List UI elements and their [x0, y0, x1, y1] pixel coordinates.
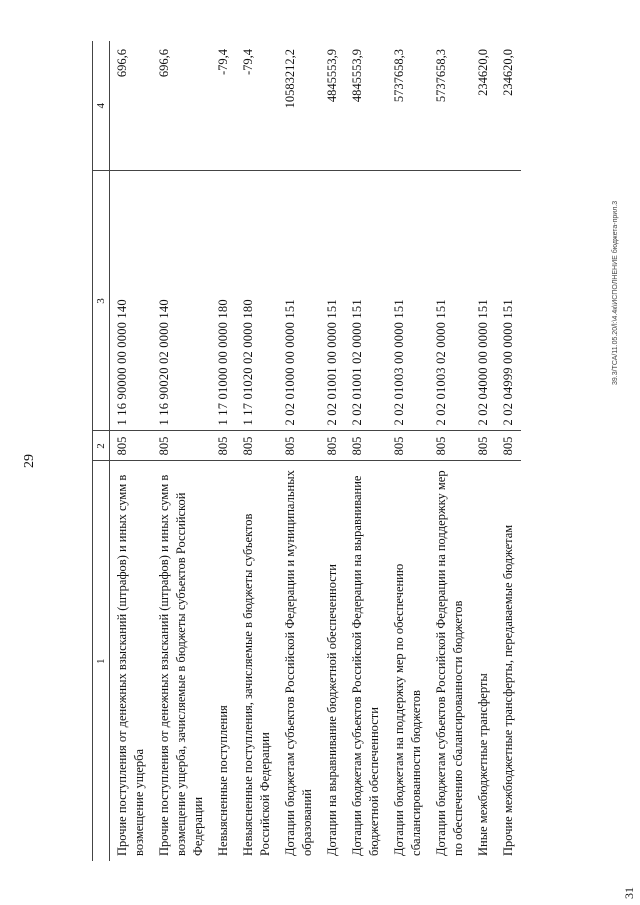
row-classification-code: 2 02 01001 02 0000 151 [345, 171, 387, 431]
table-row [496, 41, 521, 861]
row-name: Прочие межбюджетные трансферты, передаваемые бюджетам [496, 461, 521, 861]
table-row [345, 41, 387, 861]
table-row [110, 41, 153, 861]
row-amount: 10583212,2 [283, 49, 297, 109]
header-col-1: 1 [93, 461, 110, 861]
row-admin-code: 805 [471, 431, 496, 461]
row-admin-code: 805 [320, 431, 345, 461]
header-col-4: 4 [93, 41, 110, 171]
row-classification-code: 1 17 01000 00 0000 180 [211, 171, 236, 431]
row-name: Дотации бюджетам субъектов Российской Федерации на выравнивание бюджетной обеспеченности [345, 461, 387, 861]
row-classification-code: 2 02 01003 02 0000 151 [429, 171, 471, 431]
row-admin-code: 805 [110, 431, 153, 461]
table-row [471, 41, 496, 861]
row-classification-code: 1 17 01020 02 0000 180 [236, 171, 278, 431]
row-admin-code: 805 [429, 431, 471, 461]
row-admin-code: 805 [496, 431, 521, 461]
table-row [236, 41, 278, 861]
row-classification-code: 2 02 04999 00 0000 151 [496, 171, 521, 431]
table-row [211, 41, 236, 861]
row-name: Прочие поступления от денежных взысканий (штрафов) и иных сумм в возмещение ущерба, зачисляемые в бюджеты субъектов Российской Федерации [152, 461, 211, 861]
row-admin-code: 805 [345, 431, 387, 461]
row-classification-code: 2 02 01000 00 0000 151 [278, 171, 320, 431]
table-row [320, 41, 345, 861]
row-amount: 4845553,9 [325, 49, 339, 103]
row-name: Невыясненные поступления, зачисляемые в бюджеты субъектов Российской Федерации [236, 461, 278, 861]
header-col-3: 3 [93, 171, 110, 431]
page-number: 29 [22, 454, 37, 468]
budget-table [92, 41, 521, 861]
row-admin-code: 805 [211, 431, 236, 461]
row-amount: 234620,0 [501, 49, 515, 96]
row-amount: 696,6 [157, 49, 171, 78]
row-name: Дотации бюджетам субъектов Российской Федерации на поддержку мер по обеспечению сбалансированности бюджетов [429, 461, 471, 861]
row-amount: 5737658,3 [392, 49, 406, 103]
row-classification-code: 1 16 90000 00 0000 140 [110, 171, 153, 431]
row-admin-code: 805 [387, 431, 429, 461]
row-classification-code: 2 02 04000 00 0000 151 [471, 171, 496, 431]
table-row [278, 41, 320, 861]
row-amount: -79,4 [241, 49, 255, 76]
row-amount: 4845553,9 [350, 49, 364, 103]
row-admin-code: 805 [278, 431, 320, 461]
row-name: Иные межбюджетные трансферты [471, 461, 496, 861]
row-name: Дотации бюджетам на поддержку мер по обеспечению сбалансированности бюджетов [387, 461, 429, 861]
row-admin-code: 805 [152, 431, 211, 461]
table-row [152, 41, 211, 861]
table-header-row [93, 41, 110, 861]
row-name: Дотации на выравнивание бюджетной обеспеченности [320, 461, 345, 861]
row-name: Невыясненные поступления [211, 461, 236, 861]
row-admin-code: 805 [236, 431, 278, 461]
corner-number: 31 [622, 887, 636, 899]
row-amount: -79,4 [216, 49, 230, 76]
row-classification-code: 2 02 01003 00 0000 151 [387, 171, 429, 431]
row-amount: 234620,0 [476, 49, 490, 96]
row-name: Прочие поступления от денежных взысканий (штрафов) и иных сумм в возмещение ущерба [110, 461, 153, 861]
row-classification-code: 2 02 01001 00 0000 151 [320, 171, 345, 431]
row-amount: 5737658,3 [434, 49, 448, 103]
row-classification-code: 1 16 90020 02 0000 140 [152, 171, 211, 431]
file-path-footer: 39.3/ТСА/11.05.20/l:\4.4к\ИСПОЛНЕНИЕ бюджета-прил.3 [612, 200, 619, 385]
header-col-2: 2 [93, 431, 110, 461]
row-name: Дотации бюджетам субъектов Российской Федерации и муниципальных образований [278, 461, 320, 861]
table-row [387, 41, 429, 861]
row-amount: 696,6 [115, 49, 129, 78]
table-row [429, 41, 471, 861]
